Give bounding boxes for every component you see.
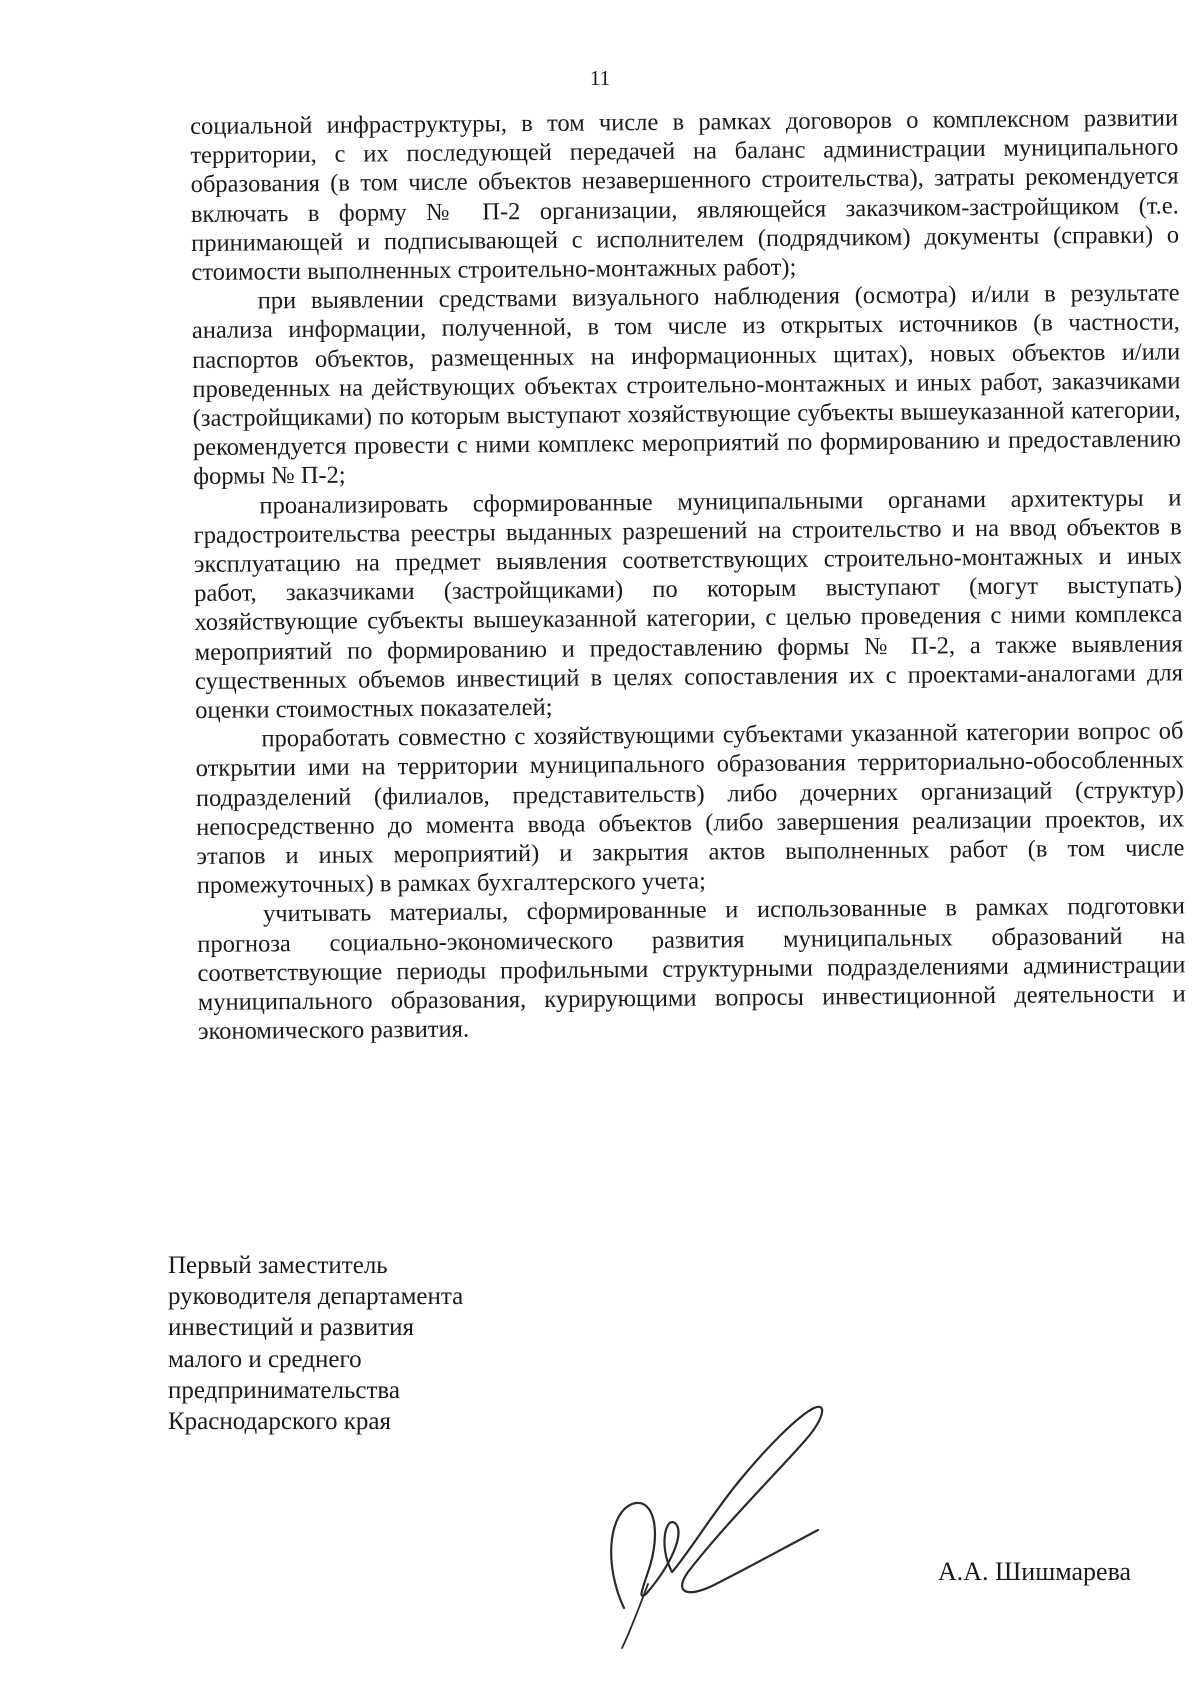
paragraph-continuation: социальной инфраструктуры, в том числе в рамках договоров о комплексном развитии территории, с их последующей передачей на баланс администрации муниципального образования (в том числе объектов незавершенного строительства), затраты рекомендуется включать в форму № П-2 организации, являющейся заказчиком-застройщиком (т.е. принимающей и подписывающей с исполнителем (подрядчиком) документы (справки) о стоимости выполненных строительно-монтажных работ); — [190, 104, 1180, 287]
signature-block — [168, 1250, 1148, 1650]
signer-name: А.А. Шишмарева — [938, 1557, 1132, 1586]
page-number: 11 — [589, 66, 611, 90]
position-line: Первый заместитель — [168, 1252, 388, 1279]
position-line: малого и среднего — [168, 1345, 362, 1373]
handwritten-signature — [562, 1396, 862, 1656]
paragraph-subdivisions: проработать совместно с хозяйствующими субъектами указанной категории вопрос об открытии ими на территории муниципального образования территориально-обособленных подразделений (филиалов, представительств) либо дочерних организаций (структур) непосредственно до момента ввода объектов (либо завершения реализации проектов, их этапов и иных мероприятий) и закрытия актов выполненных работ (в том числе промежуточных) в рамках бухгалтерского учета; — [195, 717, 1185, 900]
position-line: инвестиций и развития — [168, 1314, 415, 1342]
paragraph-visual-observation: при выявлении средствами визуального наблюдения (осмотра) и/или в результате анализа информации, полученной, в том числе из открытых источников (в частности, паспортов объектов, размещенных на информационных щитах), новых объектов и/или проведенных на действующих объектах строительно-монтажных и иных работ, заказчиками (застройщиками) по которым выступают хозяйствующие субъекты вышеуказанной категории, рекомендуется провести с ними комплекс мероприятий по формированию и предоставлению формы № П-2; — [191, 279, 1182, 491]
paragraph-forecast-materials: учитывать материалы, сформированные и использованные в рамках подготовки прогноза социально-экономического развития муниципальных образований на соответствующие периоды профильными структурными подразделениями администрации муниципального образования, курирующими вопросы инвестиционной деятельности и экономического развития. — [197, 892, 1186, 1046]
position-line: руководителя департамента — [168, 1283, 464, 1311]
document-body — [190, 103, 1186, 1046]
position-line: Краснодарского края — [168, 1408, 391, 1436]
position-line: предпринимательства — [168, 1376, 400, 1404]
paragraph-analyze-registries: проанализировать сформированные муниципальными органами архитектуры и градостроительства реестры выданных разрешений на строительство и на ввод объектов в эксплуатацию на предмет выявления соответствующих строительно-монтажных и иных работ, заказчиками (застройщиками) по которым выступают (могут выступать) хозяйствующие субъекты вышеуказанной категории, с целью проведения с ними комплекса мероприятий по формированию и предоставлению формы № П-2, а также выявления существенных объемов инвестиций в целях сопоставления их с проектами-аналогами для оценки стоимостных показателей; — [193, 484, 1184, 725]
